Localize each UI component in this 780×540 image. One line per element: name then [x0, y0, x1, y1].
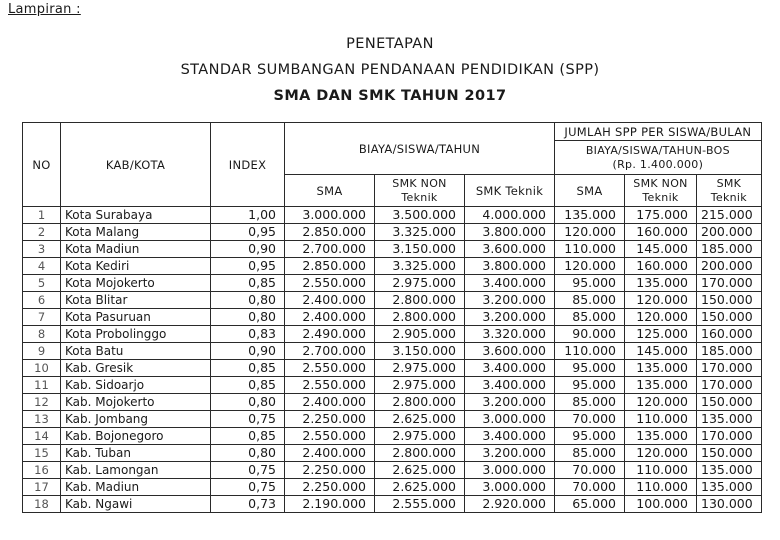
- header-jumlah-spp: JUMLAH SPP PER SISWA/BULAN: [555, 123, 762, 141]
- row-index: 0,80: [211, 445, 285, 462]
- row-biaya-sma: 2.490.000: [285, 326, 375, 343]
- header-biaya-bos: [555, 141, 762, 175]
- row-spp-sma: 110.000: [555, 241, 625, 258]
- row-biaya-smk-teknik: 3.320.000: [465, 326, 555, 343]
- row-spp-smk-non-teknik: 110.000: [625, 462, 697, 479]
- row-biaya-sma: 2.190.000: [285, 496, 375, 513]
- row-spp-smk-non-teknik: 120.000: [625, 445, 697, 462]
- row-no: 17: [23, 479, 61, 496]
- row-biaya-smk-non-teknik: 2.800.000: [375, 309, 465, 326]
- row-spp-sma: 70.000: [555, 411, 625, 428]
- row-kab-kota: Kota Batu: [61, 343, 211, 360]
- row-biaya-smk-teknik: 2.920.000: [465, 496, 555, 513]
- row-spp-smk-teknik: 135.000: [697, 411, 762, 428]
- row-no: 3: [23, 241, 61, 258]
- row-spp-smk-teknik: 185.000: [697, 343, 762, 360]
- row-biaya-smk-non-teknik: 2.905.000: [375, 326, 465, 343]
- row-spp-smk-non-teknik: 160.000: [625, 258, 697, 275]
- row-index: 0,80: [211, 309, 285, 326]
- row-kab-kota: Kota Surabaya: [61, 207, 211, 224]
- header-smk-teknik: SMK Teknik: [465, 175, 555, 207]
- row-biaya-sma: 2.550.000: [285, 377, 375, 394]
- header-no: NO: [23, 123, 61, 207]
- row-spp-smk-teknik: 135.000: [697, 462, 762, 479]
- document-year-title: SMA DAN SMK TAHUN 2017: [273, 88, 507, 104]
- row-no: 15: [23, 445, 61, 462]
- row-kab-kota: Kab. Lamongan: [61, 462, 211, 479]
- row-biaya-smk-non-teknik: 3.150.000: [375, 241, 465, 258]
- row-biaya-smk-non-teknik: 2.800.000: [375, 292, 465, 309]
- row-biaya-smk-teknik: 3.800.000: [465, 258, 555, 275]
- row-spp-sma: 65.000: [555, 496, 625, 513]
- row-spp-smk-teknik: 200.000: [697, 224, 762, 241]
- row-biaya-smk-non-teknik: 2.555.000: [375, 496, 465, 513]
- table-row: [23, 275, 762, 292]
- row-kab-kota: Kab. Ngawi: [61, 496, 211, 513]
- row-spp-smk-non-teknik: 110.000: [625, 479, 697, 496]
- row-kab-kota: Kota Blitar: [61, 292, 211, 309]
- row-biaya-smk-teknik: 3.400.000: [465, 428, 555, 445]
- row-spp-sma: 85.000: [555, 445, 625, 462]
- table-row: [23, 207, 762, 224]
- row-no: 13: [23, 411, 61, 428]
- row-spp-sma: 135.000: [555, 207, 625, 224]
- row-biaya-smk-non-teknik: 2.975.000: [375, 360, 465, 377]
- row-biaya-sma: 3.000.000: [285, 207, 375, 224]
- row-no: 10: [23, 360, 61, 377]
- header-index: INDEX: [211, 123, 285, 207]
- row-spp-sma: 120.000: [555, 258, 625, 275]
- row-biaya-smk-teknik: 3.200.000: [465, 309, 555, 326]
- row-spp-smk-non-teknik: 135.000: [625, 377, 697, 394]
- row-biaya-sma: 2.250.000: [285, 411, 375, 428]
- row-no: 8: [23, 326, 61, 343]
- row-index: 0,85: [211, 428, 285, 445]
- table-row: [23, 224, 762, 241]
- row-spp-smk-teknik: 170.000: [697, 428, 762, 445]
- row-index: 0,90: [211, 343, 285, 360]
- table-row: [23, 479, 762, 496]
- table-row: [23, 241, 762, 258]
- header-bos-line1: BIAYA/SISWA/TAHUN-BOS: [585, 143, 730, 157]
- table-row: [23, 411, 762, 428]
- row-biaya-smk-teknik: 3.000.000: [465, 411, 555, 428]
- row-spp-sma: 70.000: [555, 462, 625, 479]
- row-biaya-smk-teknik: 3.200.000: [465, 445, 555, 462]
- row-biaya-smk-non-teknik: 2.975.000: [375, 377, 465, 394]
- row-spp-smk-non-teknik: 125.000: [625, 326, 697, 343]
- row-kab-kota: Kota Kediri: [61, 258, 211, 275]
- row-biaya-sma: 2.400.000: [285, 292, 375, 309]
- lampiran-label: Lampiran :: [8, 2, 81, 17]
- table-row: [23, 462, 762, 479]
- row-spp-smk-non-teknik: 135.000: [625, 428, 697, 445]
- table-body: [23, 207, 762, 513]
- row-index: 0,85: [211, 275, 285, 292]
- row-biaya-smk-teknik: 3.000.000: [465, 479, 555, 496]
- table-row: [23, 445, 762, 462]
- row-no: 12: [23, 394, 61, 411]
- row-biaya-sma: 2.250.000: [285, 479, 375, 496]
- row-biaya-smk-non-teknik: 2.625.000: [375, 411, 465, 428]
- row-spp-sma: 85.000: [555, 292, 625, 309]
- table-row: [23, 360, 762, 377]
- header-smk-non-teknik: SMK NON Teknik: [375, 175, 465, 207]
- header-smk-non-teknik-bulan: SMK NON Teknik: [625, 175, 697, 207]
- row-kab-kota: Kota Probolinggo: [61, 326, 211, 343]
- row-spp-sma: 95.000: [555, 360, 625, 377]
- row-biaya-smk-teknik: 3.000.000: [465, 462, 555, 479]
- row-spp-smk-non-teknik: 135.000: [625, 275, 697, 292]
- row-biaya-sma: 2.250.000: [285, 462, 375, 479]
- row-spp-smk-teknik: 150.000: [697, 292, 762, 309]
- row-spp-smk-teknik: 135.000: [697, 479, 762, 496]
- row-spp-smk-non-teknik: 175.000: [625, 207, 697, 224]
- header-biaya-siswa-tahun: BIAYA/SISWA/TAHUN: [285, 123, 555, 175]
- row-index: 0,85: [211, 360, 285, 377]
- document-subtitle: STANDAR SUMBANGAN PENDANAAN PENDIDIKAN (SPP): [180, 62, 600, 78]
- row-spp-smk-non-teknik: 120.000: [625, 394, 697, 411]
- row-kab-kota: Kab. Sidoarjo: [61, 377, 211, 394]
- row-no: 11: [23, 377, 61, 394]
- row-biaya-sma: 2.550.000: [285, 428, 375, 445]
- row-biaya-smk-teknik: 3.400.000: [465, 360, 555, 377]
- row-index: 0,75: [211, 479, 285, 496]
- row-biaya-smk-non-teknik: 3.500.000: [375, 207, 465, 224]
- row-biaya-sma: 2.850.000: [285, 258, 375, 275]
- table-row: [23, 343, 762, 360]
- row-biaya-smk-teknik: 3.600.000: [465, 241, 555, 258]
- row-no: 6: [23, 292, 61, 309]
- row-biaya-sma: 2.550.000: [285, 360, 375, 377]
- row-spp-smk-teknik: 170.000: [697, 275, 762, 292]
- row-biaya-smk-non-teknik: 2.625.000: [375, 462, 465, 479]
- row-biaya-smk-non-teknik: 2.975.000: [375, 428, 465, 445]
- table-row: [23, 309, 762, 326]
- table-row: [23, 394, 762, 411]
- row-spp-sma: 95.000: [555, 377, 625, 394]
- row-biaya-smk-non-teknik: 2.975.000: [375, 275, 465, 292]
- row-spp-smk-teknik: 185.000: [697, 241, 762, 258]
- row-spp-sma: 85.000: [555, 394, 625, 411]
- row-no: 7: [23, 309, 61, 326]
- row-spp-sma: 110.000: [555, 343, 625, 360]
- table-row: [23, 258, 762, 275]
- row-spp-sma: 95.000: [555, 428, 625, 445]
- row-index: 0,83: [211, 326, 285, 343]
- row-kab-kota: Kab. Bojonegoro: [61, 428, 211, 445]
- row-spp-smk-teknik: 200.000: [697, 258, 762, 275]
- row-biaya-sma: 2.400.000: [285, 445, 375, 462]
- row-biaya-smk-non-teknik: 3.325.000: [375, 224, 465, 241]
- row-biaya-smk-non-teknik: 2.800.000: [375, 445, 465, 462]
- row-spp-smk-teknik: 215.000: [697, 207, 762, 224]
- row-no: 1: [23, 207, 61, 224]
- row-spp-sma: 85.000: [555, 309, 625, 326]
- row-biaya-smk-teknik: 3.200.000: [465, 394, 555, 411]
- header-sma: SMA: [285, 175, 375, 207]
- row-biaya-smk-teknik: 3.400.000: [465, 275, 555, 292]
- row-index: 0,75: [211, 411, 285, 428]
- row-no: 18: [23, 496, 61, 513]
- header-kab-kota: KAB/KOTA: [61, 123, 211, 207]
- row-biaya-sma: 2.400.000: [285, 394, 375, 411]
- row-spp-smk-non-teknik: 100.000: [625, 496, 697, 513]
- row-biaya-smk-teknik: 3.200.000: [465, 292, 555, 309]
- row-kab-kota: Kab. Mojokerto: [61, 394, 211, 411]
- row-kab-kota: Kab. Madiun: [61, 479, 211, 496]
- table-row: [23, 377, 762, 394]
- row-biaya-sma: 2.700.000: [285, 343, 375, 360]
- row-biaya-smk-non-teknik: 3.150.000: [375, 343, 465, 360]
- row-biaya-sma: 2.400.000: [285, 309, 375, 326]
- row-biaya-smk-teknik: 3.800.000: [465, 224, 555, 241]
- row-no: 5: [23, 275, 61, 292]
- header-bos-line2: (Rp. 1.400.000): [612, 157, 704, 171]
- table-row: [23, 428, 762, 445]
- row-kab-kota: Kab. Gresik: [61, 360, 211, 377]
- table-row: [23, 496, 762, 513]
- row-index: 0,90: [211, 241, 285, 258]
- row-spp-smk-non-teknik: 120.000: [625, 309, 697, 326]
- row-index: 0,73: [211, 496, 285, 513]
- row-index: 1,00: [211, 207, 285, 224]
- row-spp-smk-non-teknik: 120.000: [625, 292, 697, 309]
- row-biaya-sma: 2.550.000: [285, 275, 375, 292]
- row-kab-kota: Kota Mojokerto: [61, 275, 211, 292]
- row-no: 14: [23, 428, 61, 445]
- row-spp-smk-teknik: 160.000: [697, 326, 762, 343]
- document-title: PENETAPAN: [346, 36, 434, 52]
- header-smk-teknik-bulan: SMK Teknik: [697, 175, 762, 207]
- row-index: 0,75: [211, 462, 285, 479]
- row-spp-smk-teknik: 150.000: [697, 394, 762, 411]
- row-index: 0,80: [211, 292, 285, 309]
- row-index: 0,95: [211, 258, 285, 275]
- row-biaya-smk-teknik: 3.400.000: [465, 377, 555, 394]
- row-spp-sma: 95.000: [555, 275, 625, 292]
- header-sma-bulan: SMA: [555, 175, 625, 207]
- row-spp-smk-non-teknik: 145.000: [625, 343, 697, 360]
- row-kab-kota: Kota Pasuruan: [61, 309, 211, 326]
- row-spp-smk-teknik: 150.000: [697, 445, 762, 462]
- row-spp-smk-teknik: 150.000: [697, 309, 762, 326]
- row-biaya-smk-teknik: 3.600.000: [465, 343, 555, 360]
- table-row: [23, 326, 762, 343]
- row-no: 16: [23, 462, 61, 479]
- row-biaya-sma: 2.700.000: [285, 241, 375, 258]
- row-spp-smk-teknik: 130.000: [697, 496, 762, 513]
- row-kab-kota: Kota Malang: [61, 224, 211, 241]
- row-kab-kota: Kota Madiun: [61, 241, 211, 258]
- row-spp-smk-non-teknik: 145.000: [625, 241, 697, 258]
- row-no: 2: [23, 224, 61, 241]
- row-spp-smk-teknik: 170.000: [697, 360, 762, 377]
- row-biaya-smk-non-teknik: 3.325.000: [375, 258, 465, 275]
- row-kab-kota: Kab. Jombang: [61, 411, 211, 428]
- row-index: 0,85: [211, 377, 285, 394]
- row-spp-smk-teknik: 170.000: [697, 377, 762, 394]
- row-biaya-smk-non-teknik: 2.625.000: [375, 479, 465, 496]
- row-kab-kota: Kab. Tuban: [61, 445, 211, 462]
- spp-table: [22, 122, 762, 513]
- row-biaya-sma: 2.850.000: [285, 224, 375, 241]
- row-index: 0,80: [211, 394, 285, 411]
- row-biaya-smk-teknik: 4.000.000: [465, 207, 555, 224]
- row-no: 9: [23, 343, 61, 360]
- row-biaya-smk-non-teknik: 2.800.000: [375, 394, 465, 411]
- row-index: 0,95: [211, 224, 285, 241]
- row-spp-sma: 70.000: [555, 479, 625, 496]
- table-row: [23, 292, 762, 309]
- row-spp-smk-non-teknik: 110.000: [625, 411, 697, 428]
- row-spp-smk-non-teknik: 135.000: [625, 360, 697, 377]
- row-spp-smk-non-teknik: 160.000: [625, 224, 697, 241]
- row-no: 4: [23, 258, 61, 275]
- row-spp-sma: 90.000: [555, 326, 625, 343]
- row-spp-sma: 120.000: [555, 224, 625, 241]
